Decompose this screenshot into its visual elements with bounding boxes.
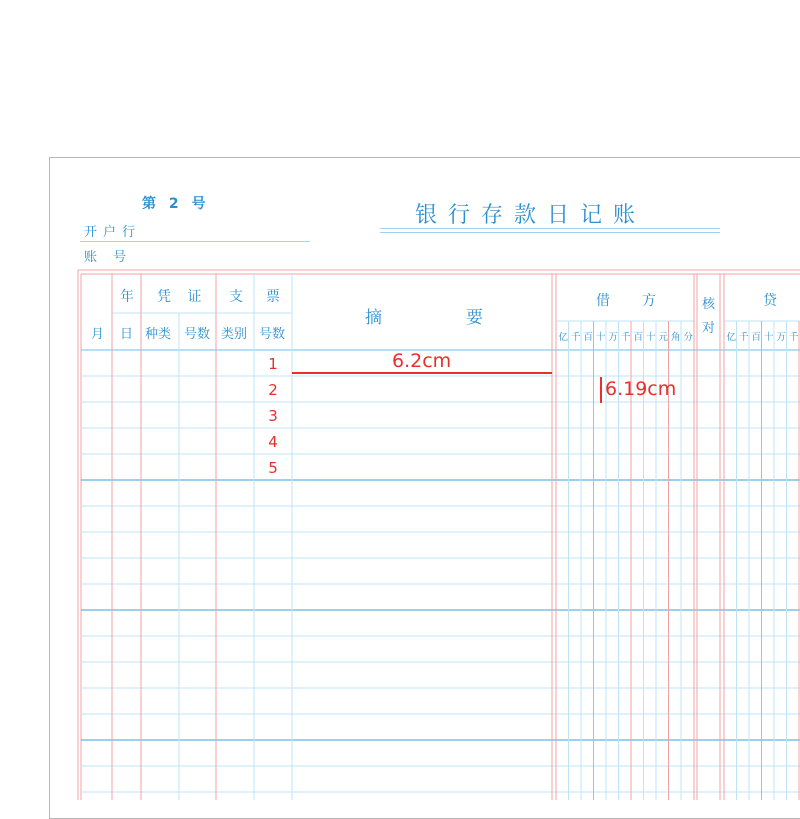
page-title: 银行存款日记账 <box>415 198 646 229</box>
voucher-number-header: 号数 <box>184 323 210 342</box>
credit-digit-label: 亿 <box>725 329 738 343</box>
debit-digit-label: 角 <box>670 329 683 343</box>
summary-header-right: 要 <box>466 303 483 328</box>
credit-digit-label: 千 <box>788 329 800 343</box>
day-header: 日 <box>120 323 133 342</box>
check-header-top: 核 <box>702 293 715 312</box>
cheque-piao-header: 票 <box>266 286 280 306</box>
credit-digit-label: 十 <box>763 329 776 343</box>
debit-digit-label: 千 <box>620 329 633 343</box>
row-number: 4 <box>254 433 292 451</box>
month-header: 月 <box>91 323 104 342</box>
debit-digit-label: 亿 <box>557 329 570 343</box>
debit-width-measure-line <box>600 377 602 403</box>
debit-digit-label: 分 <box>682 329 695 343</box>
summary-width-annotation: 6.2cm <box>392 350 451 372</box>
credit-header: 贷 <box>763 290 777 310</box>
credit-digit-label: 千 <box>738 329 751 343</box>
debit-width-annotation: 6.19cm <box>605 378 676 400</box>
debit-digit-label: 十 <box>595 329 608 343</box>
debit-header-left: 借 <box>596 290 610 310</box>
summary-header-left: 摘 <box>365 303 382 328</box>
debit-digit-label: 万 <box>607 329 620 343</box>
voucher-header: 凭 证 <box>157 286 207 306</box>
row-number: 1 <box>254 355 292 373</box>
row-number: 2 <box>254 381 292 399</box>
row-number: 3 <box>254 407 292 425</box>
ledger-number: 第 2 号 <box>142 193 210 213</box>
voucher-kind-header: 种类 <box>145 323 171 342</box>
cheque-zhi-header: 支 <box>229 286 243 306</box>
summary-width-measure-line <box>292 372 552 374</box>
check-header-bottom: 对 <box>702 317 715 336</box>
cheque-number-header: 号数 <box>259 323 285 342</box>
credit-digit-label: 万 <box>775 329 788 343</box>
cheque-category-header: 类别 <box>221 323 247 342</box>
row-number: 5 <box>254 459 292 477</box>
debit-digit-label: 元 <box>657 329 670 343</box>
debit-digit-label: 千 <box>570 329 583 343</box>
year-header: 年 <box>120 286 134 306</box>
debit-digit-label: 十 <box>645 329 658 343</box>
credit-digit-label: 百 <box>750 329 763 343</box>
debit-digit-label: 百 <box>582 329 595 343</box>
bank-label: 开户行 <box>84 221 141 240</box>
debit-header-right: 方 <box>642 290 656 310</box>
account-label: 账 号 <box>84 246 132 265</box>
debit-digit-label: 百 <box>632 329 645 343</box>
